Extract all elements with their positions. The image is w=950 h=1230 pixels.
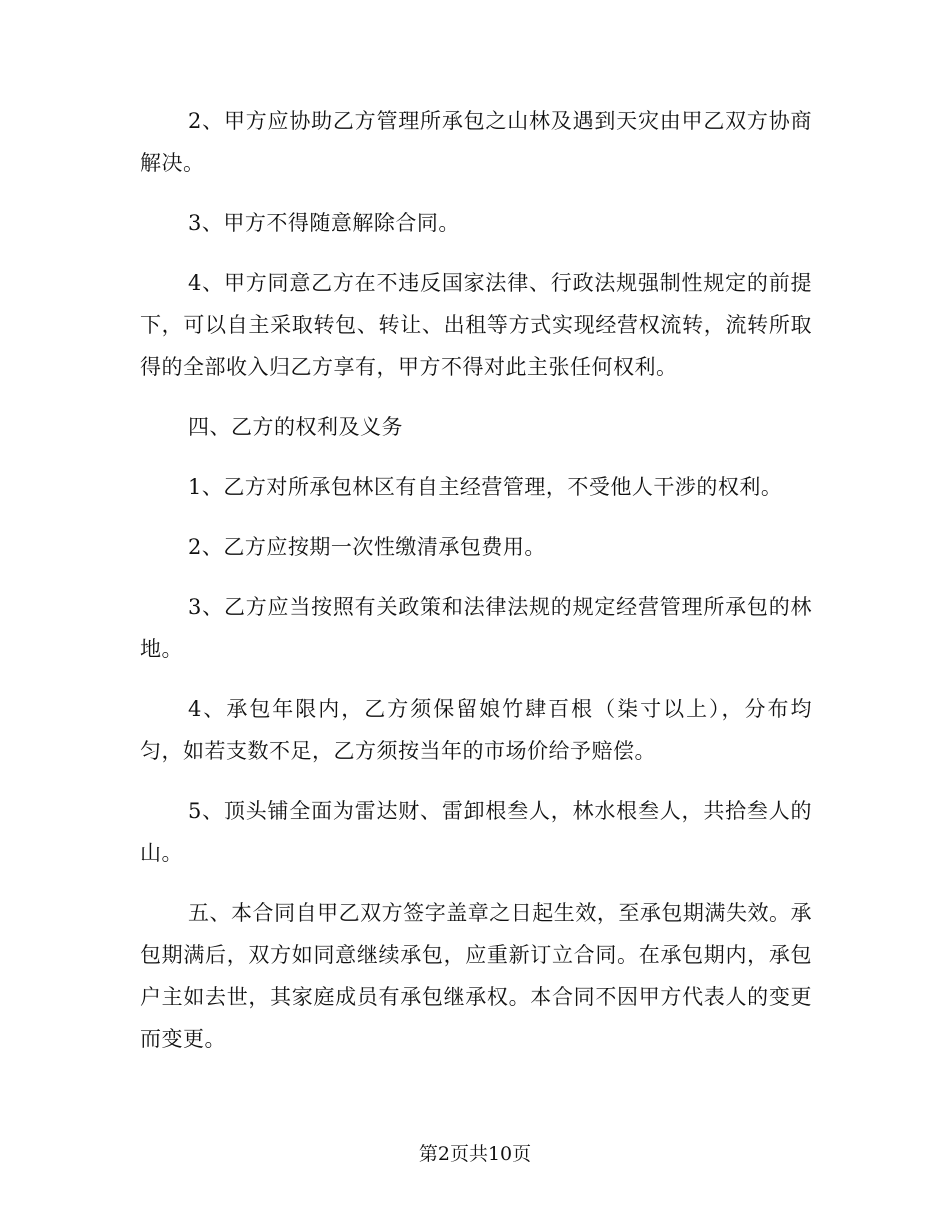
- section-heading-4: 四、乙方的权利及义务: [188, 415, 403, 439]
- paragraph-clause-4-3: 3、乙方应当按照有关政策和法律法规的规定经营管理所承包的林地。: [140, 595, 812, 661]
- page-number-footer: 第2页共10页: [418, 1143, 532, 1165]
- paragraph-clause-4-1: 1、乙方对所承包林区有自主经营管理，不受他人干涉的权利。: [188, 475, 783, 499]
- paragraph-section-5: 五、本合同自甲乙双方签字盖章之日起生效，至承包期满失效。承包期满后，双方如同意继续承包，应重新订立合同。在承包期内，承包户主如去世，其家庭成员有承包继承权。本合同不因甲方代表人的变更而变更。: [140, 901, 812, 1051]
- paragraph-clause-4-5: 5、顶头铺全面为雷达财、雷卸根叁人，林水根叁人，共拾叁人的山。: [140, 799, 812, 865]
- paragraph-clause-3-4: 4、甲方同意乙方在不违反国家法律、行政法规强制性规定的前提下，可以自主采取转包、转让、出租等方式实现经营权流转，流转所取得的全部收入归乙方享有，甲方不得对此主张任何权利。: [140, 271, 812, 379]
- paragraph-clause-4-2: 2、乙方应按期一次性缴清承包费用。: [188, 535, 546, 559]
- paragraph-clause-4-4: 4、承包年限内，乙方须保留娘竹肆百根（柒寸以上），分布均匀，如若支数不足，乙方须按当年的市场价给予赔偿。: [140, 697, 812, 763]
- paragraph-clause-3-2: 2、甲方应协助乙方管理所承包之山林及遇到天灾由甲乙双方协商解决。: [140, 109, 812, 175]
- paragraph-clause-3-3: 3、甲方不得随意解除合同。: [188, 211, 460, 235]
- document-body: [140, 100, 812, 1078]
